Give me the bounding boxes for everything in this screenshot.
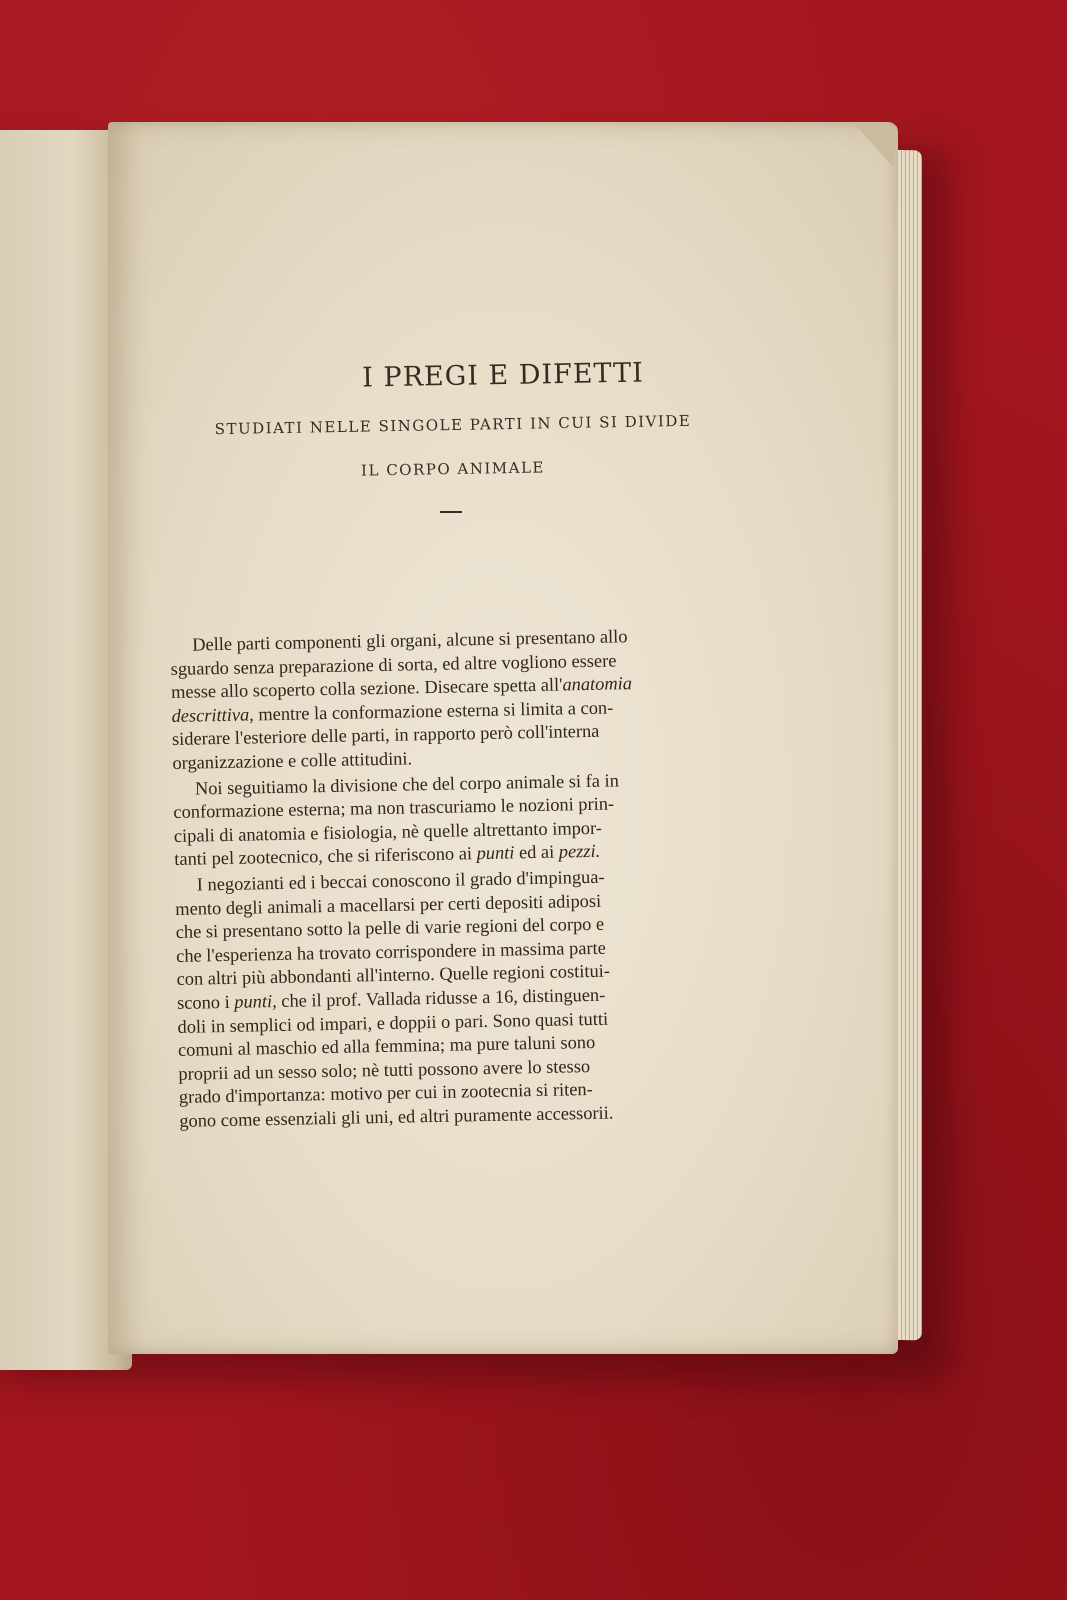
text-run: sguardo senza preparazione di sorta, ed altre vogliono essere	[170, 650, 617, 679]
folded-corner	[848, 122, 897, 166]
text-run: cipali di anatomia e fisiologia, nè quelle altrettanto impor-	[173, 817, 603, 846]
text-run: tanti pel zootecnico, che si riferiscono ai	[174, 843, 477, 870]
text-run: con altri più abbondanti all'interno. Quelle regioni costitui-	[176, 960, 611, 990]
text-run: conformazione esterna; ma non trascuriamo le nozioni prin-	[173, 793, 615, 823]
text-run: che si presentano sotto la pelle di varie regioni del corpo e	[175, 913, 605, 943]
italic-text-run: pezzi.	[558, 841, 601, 862]
text-run: gono come essenziali gli uni, ed altri puramente accessorii.	[179, 1102, 614, 1131]
text-run: che l'esperienza ha trovato corrispondere in massima parte	[175, 937, 606, 966]
text-run: grado d'importanza: motivo per cui in zootecnia si riten-	[178, 1079, 593, 1108]
italic-text-run: anatomia	[562, 673, 633, 695]
paragraph	[170, 623, 743, 775]
text-run: I negozianti ed i beccai conoscono il grado d'impingua-	[196, 866, 605, 895]
italic-text-run: descrittiva,	[171, 704, 254, 726]
text-run: mento degli animali a macellarsi per certi depositi adiposi	[175, 890, 602, 919]
title-separator-dash	[440, 511, 462, 513]
text-run: comuni al maschio ed alla femmina; ma pure taluni sono	[177, 1032, 596, 1061]
paragraph	[175, 863, 750, 1133]
text-run: mentre la conformazione esterna si limita a con-	[253, 697, 614, 725]
text-run: che il prof. Vallada ridusse a 16, distinguen-	[276, 984, 606, 1011]
text-run: siderare l'esteriore delle parti, in rapporto però coll'interna	[171, 721, 600, 750]
text-run: proprii ad un sesso solo; nè tutti possono avere lo stesso	[178, 1055, 591, 1084]
text-run: messe allo scoperto colla sezione. Disecare spetta all'	[170, 674, 563, 703]
text-run: ed ai	[514, 841, 560, 863]
text-run: scono i	[176, 991, 235, 1013]
paragraph	[173, 767, 745, 872]
body-text	[170, 623, 750, 1135]
text-run: Delle parti componenti gli organi, alcune si presentano allo	[192, 626, 628, 655]
chapter-subtitle-line-1: STUDIATI NELLE SINGOLE PARTI IN CUI SI DIVIDE	[214, 411, 692, 439]
italic-text-run: punti	[476, 842, 515, 864]
italic-text-run: punti,	[234, 990, 277, 1012]
text-run: organizzazione e colle attitudini.	[172, 748, 413, 773]
text-run: doli in semplici od impari, e doppii o pari. Sono quasi tutti	[177, 1008, 609, 1037]
chapter-subtitle-line-2: IL CORPO ANIMALE	[360, 458, 546, 480]
chapter-title: I PREGI E DIFETTI	[361, 357, 644, 394]
text-run: Noi seguitiamo la divisione che del corpo animale si fa in	[194, 769, 619, 799]
